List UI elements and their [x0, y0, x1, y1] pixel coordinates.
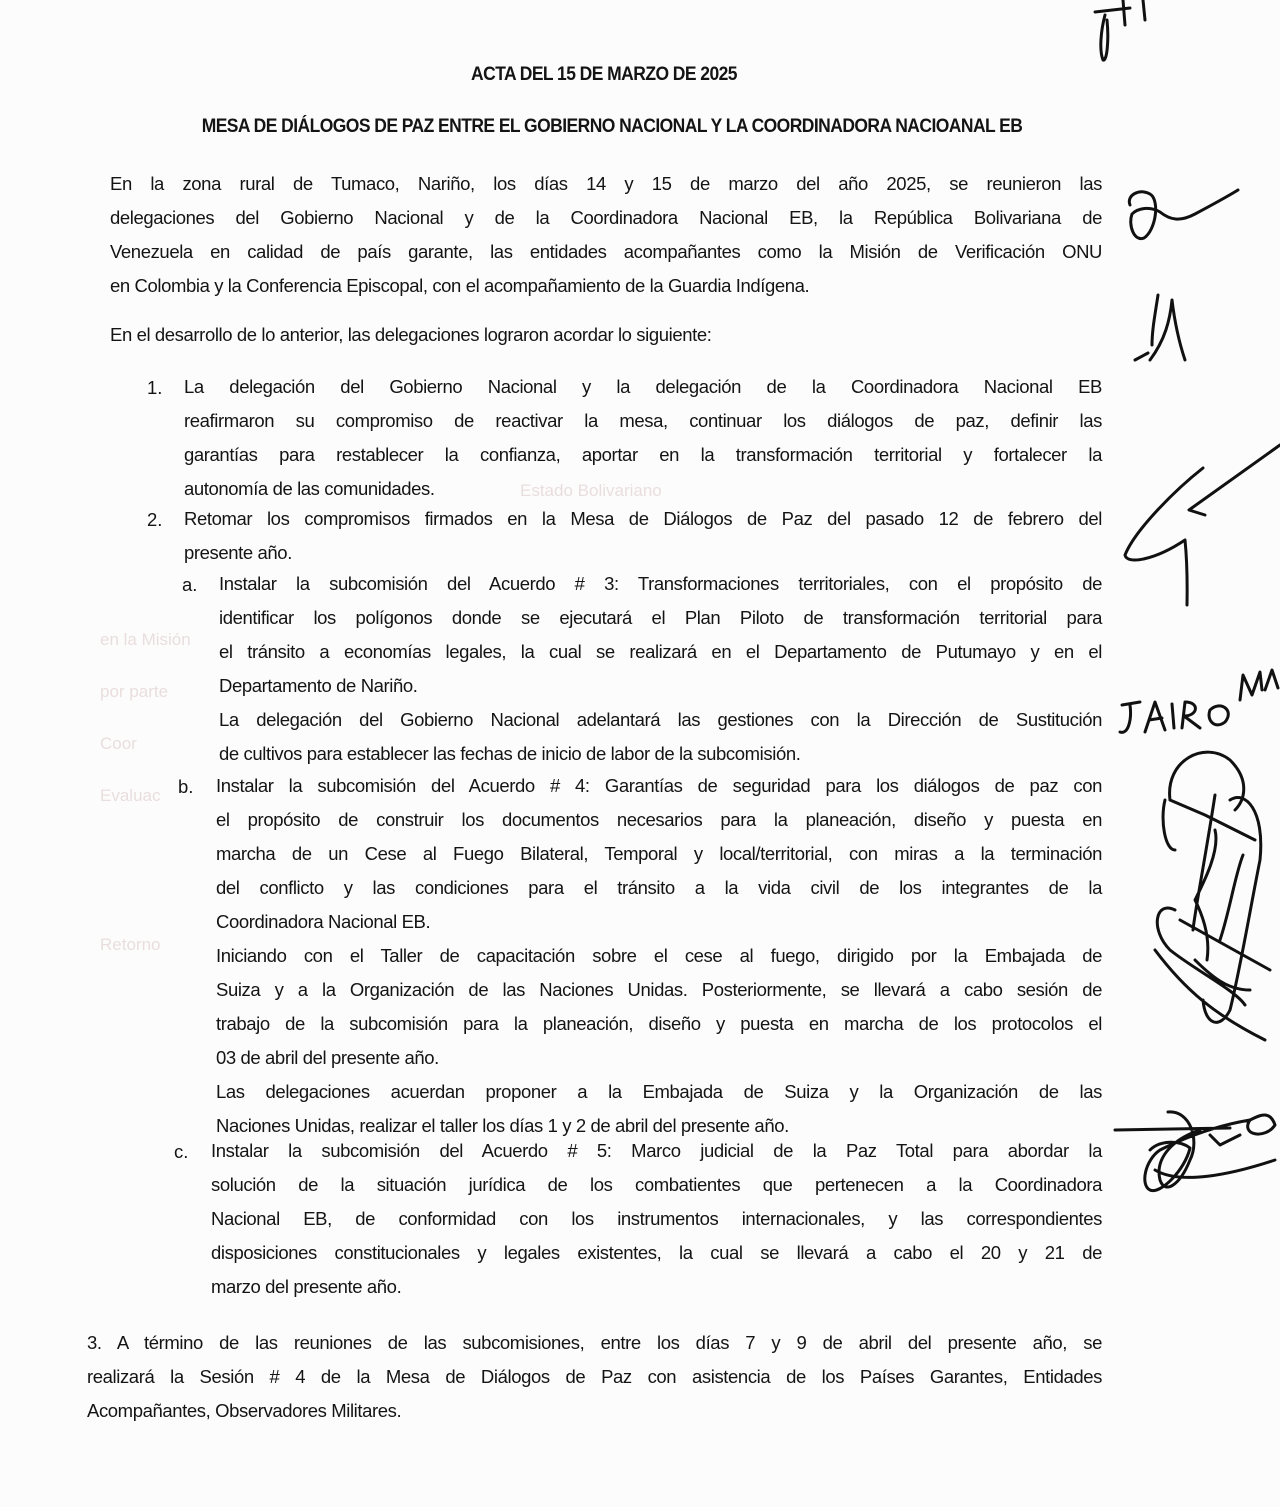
bleed-through-text: por parte [100, 682, 169, 701]
signature-2-icon [1120, 170, 1270, 250]
sub-item-c [211, 1134, 1102, 1304]
text-line: Las delegaciones acuerdan proponer a la Embajada de Suiza y la Organización de las [216, 1081, 1102, 1102]
text-line: presente año. [184, 542, 292, 563]
text-line: La delegación del Gobierno Nacional adelantará las gestiones con la Dirección de Sustitución [219, 709, 1102, 730]
list-marker: 2. [147, 509, 163, 530]
text-line: En la zona rural de Tumaco, Nariño, los días 14 y 15 de marzo del año 2025, se reunieron las [110, 173, 1102, 194]
text-line: Departamento de Nariño. [219, 675, 418, 696]
text-line: en Colombia y la Conferencia Episcopal, con el acompañamiento de la Guardia Indígena. [110, 275, 810, 296]
closing-paragraph [87, 1326, 1102, 1428]
document-title: ACTA DEL 15 DE MARZO DE 2025 [471, 64, 737, 85]
text-line: realizará la Sesión # 4 de la Mesa de Diálogos de Paz con asistencia de los Países Garantes, Entidades [87, 1366, 1102, 1387]
bleed-through-text: en la Misión [100, 630, 191, 649]
text-line: garantías para restablecer la confianza, aportar en la transformación territorial y fortalecer la [184, 444, 1102, 465]
intro-paragraph [110, 167, 1102, 303]
signature-6-icon [1110, 1100, 1280, 1210]
text-line: Acompañantes, Observadores Militares. [87, 1400, 402, 1421]
text-line: Nacional EB, de conformidad con los instrumentos internacionales, y las correspondientes [211, 1208, 1102, 1229]
text-line: 3. A término de las reuniones de las subcomisiones, entre los días 7 y 9 de abril del presente año, se [87, 1332, 1102, 1353]
text-line: Venezuela en calidad de país garante, las entidades acompañantes como la Misión de Verificación ONU [110, 241, 1102, 262]
bleed-through-text: Estado Bolivariano [520, 481, 662, 500]
text-line: Coordinadora Nacional EB. [216, 911, 431, 932]
text-line: el tránsito a economías legales, la cual se realizará en el Departamento de Putumayo y en el [219, 641, 1102, 662]
list-item-2 [184, 502, 1102, 570]
signature-4-icon [1115, 430, 1280, 610]
handwritten-name-jairo-icon [1110, 660, 1280, 740]
lead-in-paragraph [110, 318, 1102, 352]
text-line: Retomar los compromisos firmados en la Mesa de Diálogos de Paz del pasado 12 de febrero del [184, 508, 1102, 529]
signature-5-icon [1135, 740, 1280, 1050]
text-line: Naciones Unidas, realizar el taller los días 1 y 2 de abril del presente año. [216, 1115, 789, 1136]
text-line: delegaciones del Gobierno Nacional y de la Coordinadora Nacional EB, la República Bolivariana de [110, 207, 1102, 228]
signature-1-icon [1085, 0, 1280, 70]
list-item-1 [184, 370, 1102, 506]
list-marker: a. [182, 574, 198, 595]
text-line: trabajo de la subcomisión para la planeación, diseño y puesta en marcha de los protocolos el [216, 1013, 1102, 1034]
text-line: En el desarrollo de lo anterior, las delegaciones lograron acordar lo siguiente: [110, 324, 712, 345]
text-line: La delegación del Gobierno Nacional y la delegación de la Coordinadora Nacional EB [184, 376, 1102, 397]
sub-item-b [216, 769, 1102, 1143]
text-line: marzo del presente año. [211, 1276, 402, 1297]
list-marker: 1. [147, 377, 163, 398]
text-line: 03 de abril del presente año. [216, 1047, 439, 1068]
bleed-through-text: Coor [100, 734, 137, 753]
text-line: del conflicto y las condiciones para el tránsito a la vida civil de los integrantes de la [216, 877, 1102, 898]
text-line: el propósito de construir los documentos necesarios para la planeación, diseño y puesta en [216, 809, 1102, 830]
document-subtitle: MESA DE DIÁLOGOS DE PAZ ENTRE EL GOBIERNO NACIONAL Y LA COORDINADORA NACIOANAL EB [201, 116, 1023, 137]
text-line: marcha de un Cese al Fuego Bilateral, Temporal y local/territorial, con miras a la terminación [216, 843, 1102, 864]
text-line: reafirmaron su compromiso de reactivar la mesa, continuar los diálogos de paz, definir las [184, 410, 1102, 431]
bleed-through-text: Evaluac [100, 786, 161, 805]
text-line: Iniciando con el Taller de capacitación sobre el cese al fuego, dirigido por la Embajada de [216, 945, 1102, 966]
list-marker: b. [178, 776, 194, 797]
signature-3-icon [1110, 285, 1210, 370]
text-line: disposiciones constitucionales y legales existentes, la cual se llevará a cabo el 20 y 21 de [211, 1242, 1102, 1263]
text-line: Instalar la subcomisión del Acuerdo # 4: Garantías de seguridad para los diálogos de paz con [216, 775, 1102, 796]
text-line: solución de la situación jurídica de los combatientes que pertenecen a la Coordinadora [211, 1174, 1102, 1195]
sub-item-a [219, 567, 1102, 771]
text-line: identificar los polígonos donde se ejecutará el Plan Piloto de transformación territorial para [219, 607, 1102, 628]
text-line: autonomía de las comunidades. [184, 478, 435, 499]
text-line: de cultivos para establecer las fechas de inicio de labor de la subcomisión. [219, 743, 801, 764]
text-line: Instalar la subcomisión del Acuerdo # 5: Marco judicial de la Paz Total para abordar la [211, 1140, 1102, 1161]
bleed-through-text: Retorno [100, 935, 161, 954]
text-line: Suiza y a la Organización de las Naciones Unidas. Posteriormente, se llevará a cabo sesión de [216, 979, 1102, 1000]
list-marker: c. [174, 1141, 189, 1162]
text-line: Instalar la subcomisión del Acuerdo # 3: Transformaciones territoriales, con el propósito de [219, 573, 1102, 594]
